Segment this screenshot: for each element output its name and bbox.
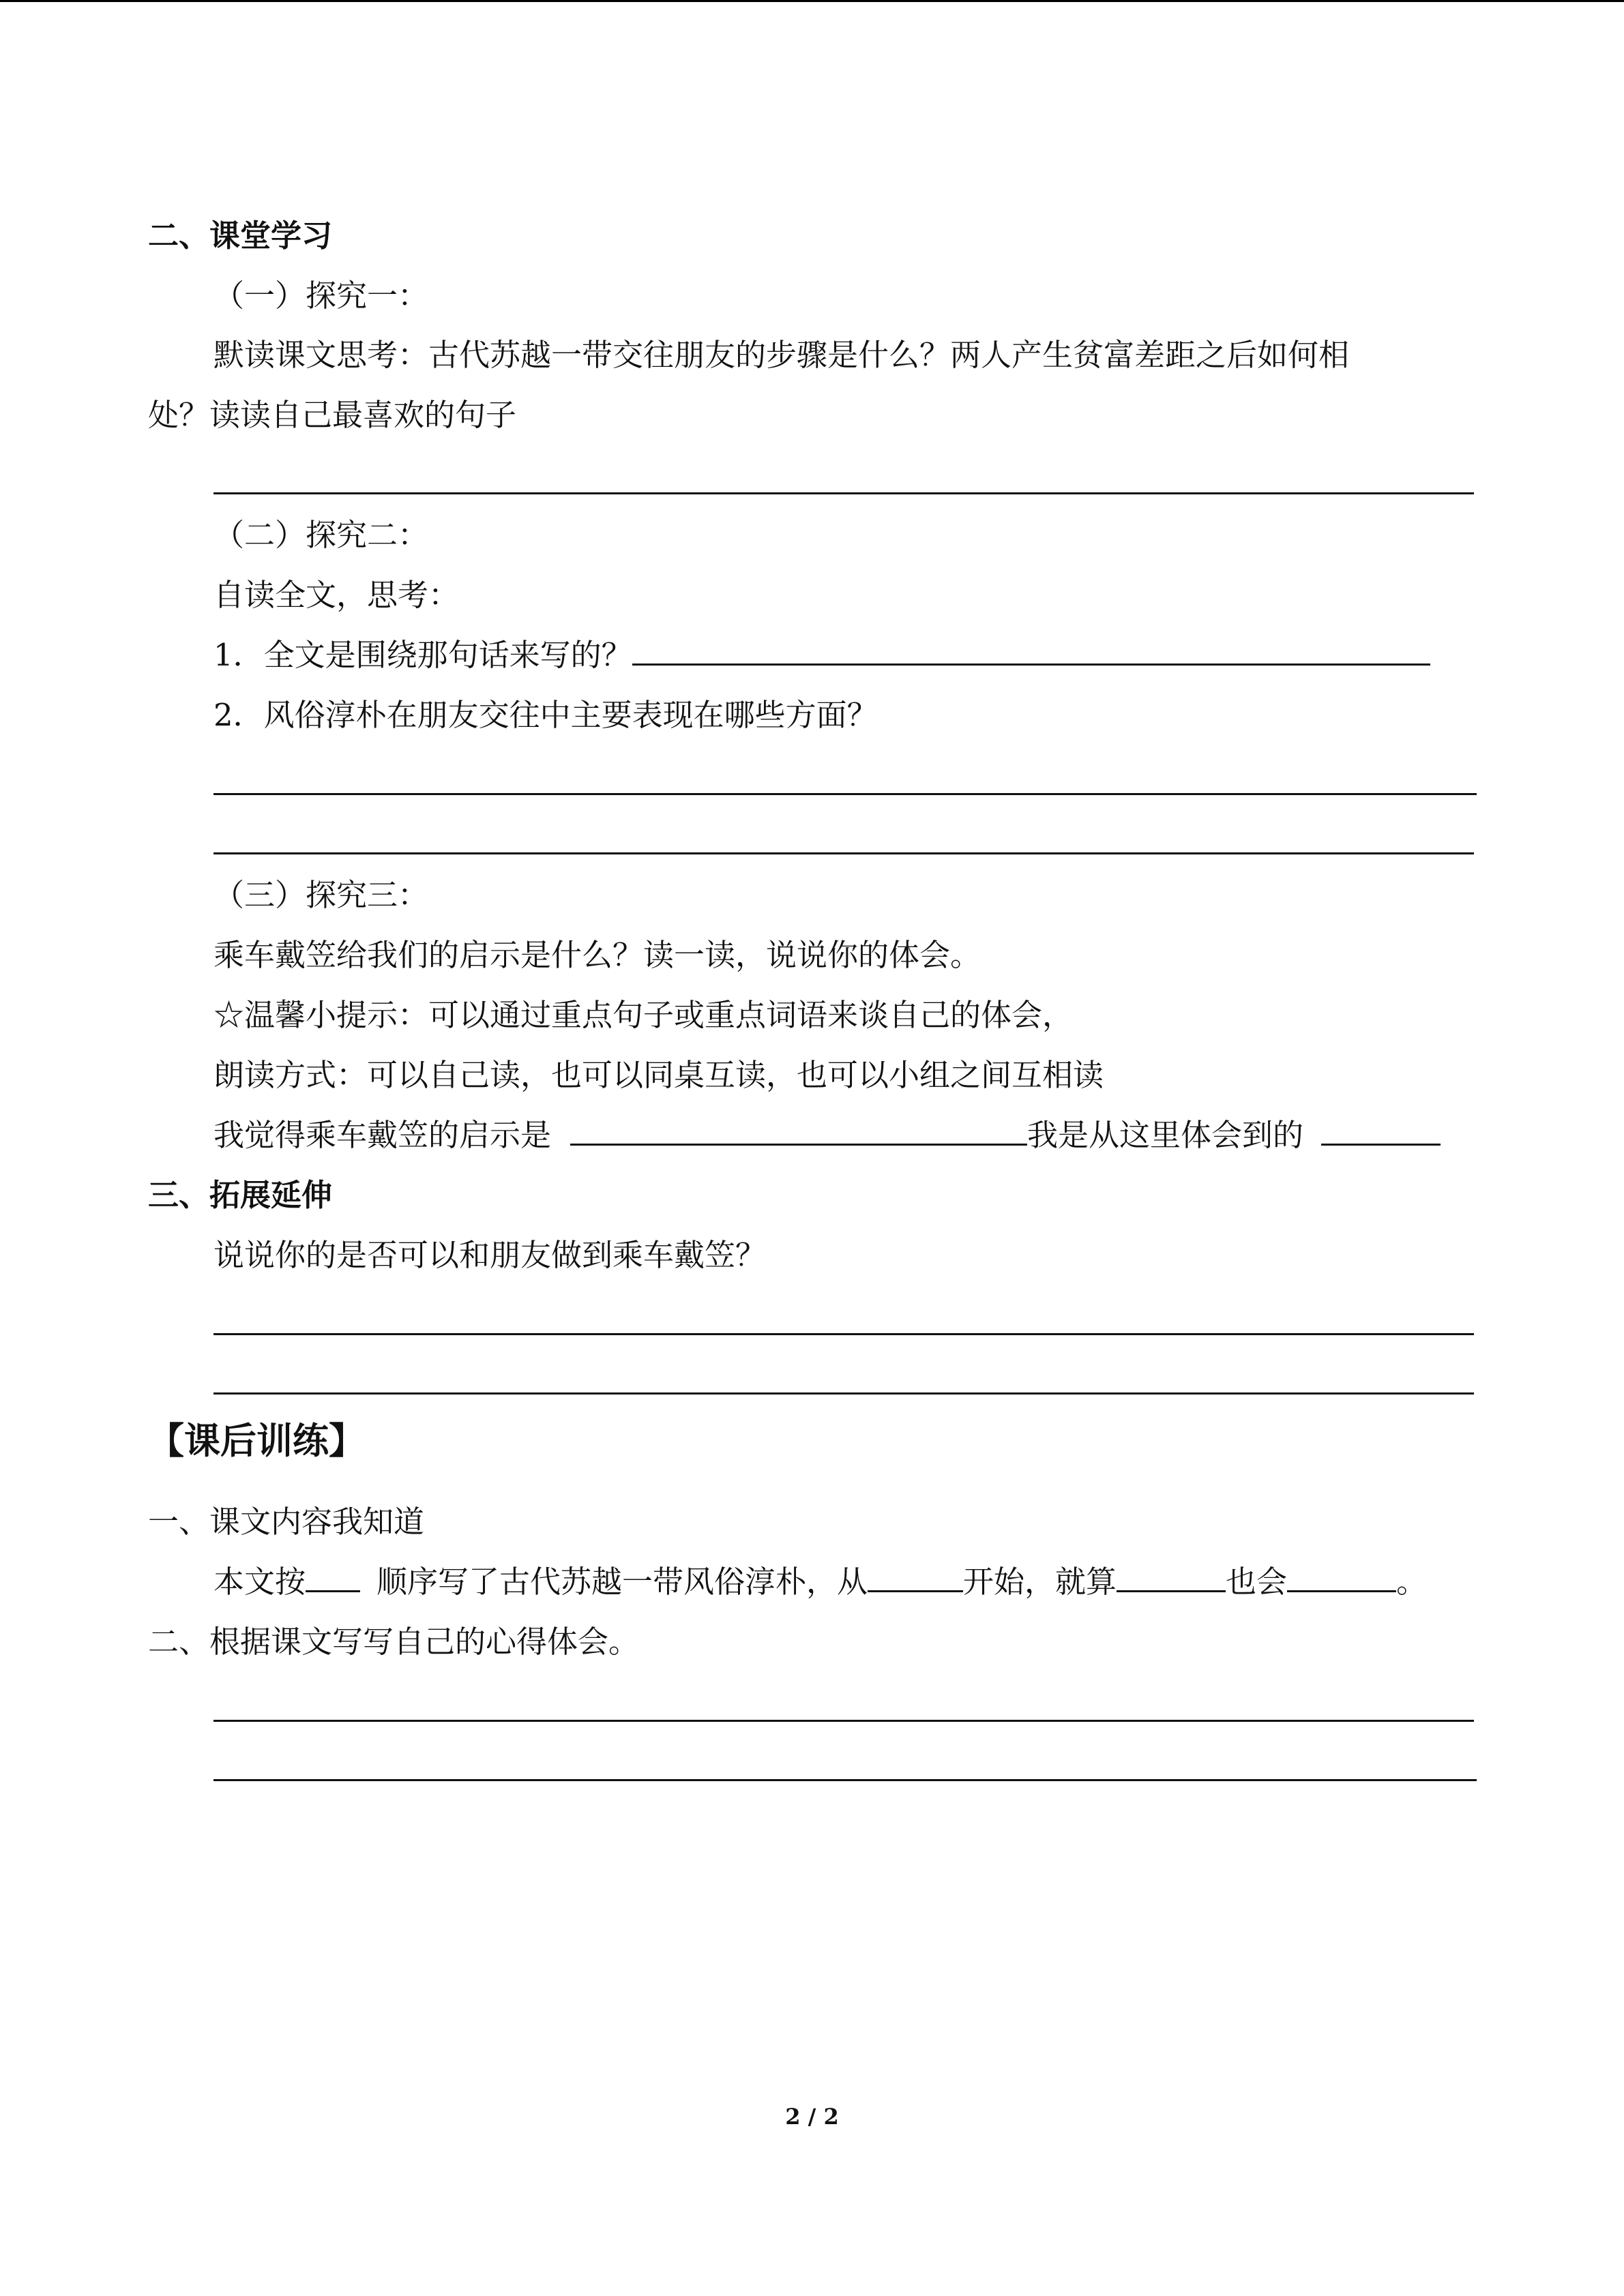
explore2-question2: 2．风俗淳朴在朋友交往中主要表现在哪些方面？ bbox=[213, 697, 878, 733]
explore3-fill-sentence bbox=[213, 1115, 1441, 1156]
item1-fill-text-2: 顺序写了古代苏越一带风俗淳朴，从 bbox=[377, 1564, 868, 1600]
explore1-title: （一）探究一： bbox=[213, 278, 429, 314]
after-class-item1-title: 一、课文内容我知道 bbox=[148, 1504, 425, 1540]
answer-line-extension-1[interactable] bbox=[213, 1333, 1474, 1335]
after-class-item2-title: 二、根据课文写写自己的心得体会。 bbox=[148, 1624, 640, 1660]
explore2-question1 bbox=[213, 635, 1430, 676]
explore3-question: 乘车戴笠给我们的启示是什么？读一读，说说你的体会。 bbox=[213, 937, 981, 973]
answer-blank-start[interactable] bbox=[868, 1563, 963, 1592]
explore2-question1-text: 1．全文是围绕那句话来写的？ bbox=[213, 637, 632, 673]
answer-blank-even-if[interactable] bbox=[1117, 1563, 1226, 1592]
page-number: 2 / 2 bbox=[785, 2104, 839, 2130]
answer-line-reflection-2[interactable] bbox=[213, 1779, 1477, 1781]
answer-blank-explore3-source[interactable] bbox=[1321, 1116, 1441, 1146]
explore1-question-line1: 默读课文思考：古代苏越一带交往朋友的步骤是什么？两人产生贫富差距之后如何相 bbox=[213, 337, 1350, 373]
item1-fill-text-1: 本文按 bbox=[213, 1564, 306, 1600]
answer-line-explore2-q2-2[interactable] bbox=[213, 852, 1474, 854]
answer-blank-explore3-insight[interactable] bbox=[570, 1116, 1027, 1146]
item1-fill-text-4: 也会 bbox=[1226, 1564, 1288, 1600]
answer-line-explore1[interactable] bbox=[213, 492, 1474, 494]
answer-blank-order[interactable] bbox=[306, 1563, 360, 1592]
item1-fill-text-3: 开始，就算 bbox=[963, 1564, 1117, 1600]
section-title-classroom-learning: 二、课堂学习 bbox=[148, 218, 333, 254]
answer-line-explore2-q2-1[interactable] bbox=[213, 793, 1477, 795]
top-border bbox=[0, 0, 1624, 2]
item1-fill-text-5: 。 bbox=[1396, 1564, 1428, 1600]
explore1-question-line2: 处？读读自己最喜欢的句子 bbox=[148, 397, 517, 433]
explore3-tip: ☆温馨小提示：可以通过重点句子或重点词语来谈自己的体会， bbox=[213, 997, 1074, 1033]
answer-line-reflection-1[interactable] bbox=[213, 1720, 1474, 1722]
section-title-extension: 三、拓展延伸 bbox=[148, 1177, 333, 1213]
answer-blank-still[interactable] bbox=[1287, 1563, 1396, 1592]
explore2-intro: 自读全文，思考： bbox=[213, 577, 460, 613]
explore3-reading-method: 朗读方式：可以自己读，也可以同桌互读，也可以小组之间互相读 bbox=[213, 1057, 1104, 1093]
extension-question: 说说你的是否可以和朋友做到乘车戴笠？ bbox=[213, 1237, 767, 1273]
after-class-heading: 【课后训练】 bbox=[148, 1420, 365, 1462]
explore3-fill-text-b: 我是从这里体会到的 bbox=[1027, 1117, 1304, 1153]
answer-blank-explore2-q1[interactable] bbox=[632, 636, 1430, 666]
answer-line-extension-2[interactable] bbox=[213, 1392, 1474, 1395]
after-class-item1-fill bbox=[213, 1562, 1427, 1602]
explore3-fill-text-a: 我觉得乘车戴笠的启示是 bbox=[213, 1117, 552, 1153]
explore2-title: （二）探究二： bbox=[213, 517, 429, 553]
explore3-title: （三）探究三： bbox=[213, 877, 429, 913]
